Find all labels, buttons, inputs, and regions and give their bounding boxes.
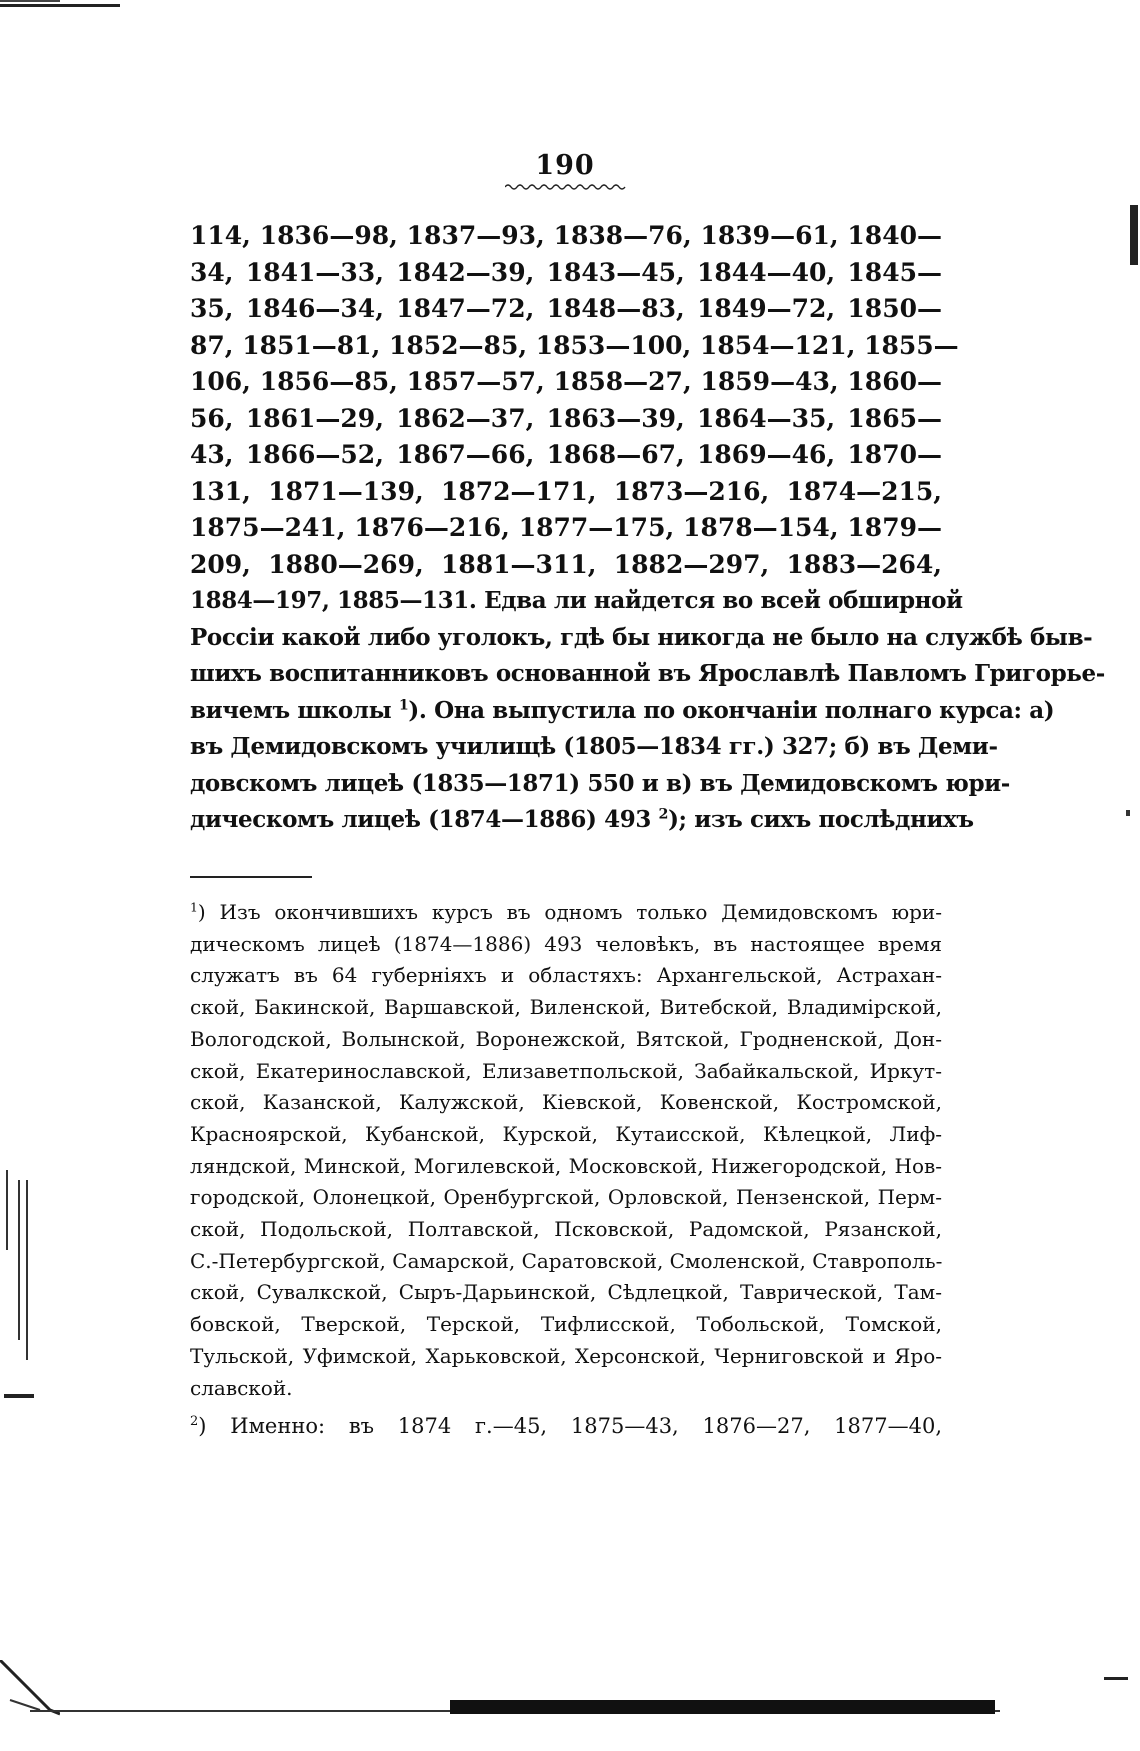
scan-artifact-bottom-bar <box>450 1700 995 1714</box>
footnote-line <box>190 897 942 929</box>
text-line: 43, 1866—52, 1867—66, 1868—67, 1869—46, 1870— <box>190 440 942 469</box>
text-fragment: вичемъ школы <box>190 696 392 724</box>
footnote-line: Вологодской, Волынской, Воронежской, Вятской, Гродненской, Дон- <box>190 1026 942 1051</box>
footnote-line: бовской, Тверской, Терской, Тифлисской, Тобольской, Томской, <box>190 1312 942 1337</box>
scan-artifact-right-tick <box>1126 810 1130 816</box>
text-line: 87, 1851—81, 1852—85, 1853—100, 1854—121, 1855— <box>190 330 959 360</box>
text-line <box>190 802 974 839</box>
main-text-block <box>190 218 1105 839</box>
footnote-marker-2: 2 <box>190 1414 199 1430</box>
footnote-line: С.-Петербургской, Самарской, Саратовской, Смоленской, Ставрополь- <box>190 1248 943 1273</box>
footnote-ref-2: 2 <box>658 806 669 823</box>
text-line: въ Демидовскомъ училищѣ (1805—1834 гг.) 327; б) въ Деми- <box>190 733 998 760</box>
footnote-separator <box>190 876 312 878</box>
footnote-line: Красноярской, Кубанской, Курской, Кутаисской, Кѣлецкой, Лиф- <box>190 1121 942 1146</box>
text-line: Россіи какой либо уголокъ, гдѣ бы никогда не было на службѣ быв- <box>190 623 1093 651</box>
scan-artifact-left-bar <box>18 1180 20 1340</box>
footnote-line: ской, Подольской, Полтавской, Псковской, Радомской, Рязанской, <box>190 1217 942 1242</box>
footnote-1 <box>190 897 942 1404</box>
text-fragment: ); изъ сихъ послѣднихъ <box>668 806 974 833</box>
text-fragment: ) Изъ окончившихъ курсъ въ одномъ только Демидовскомъ юри- <box>197 900 942 924</box>
scan-artifact-top-dash <box>0 0 60 2</box>
text-line: 1884—197, 1885—131. Едва ли найдется во всей обширной <box>190 587 963 614</box>
footnote-2 <box>190 1410 942 1442</box>
scan-artifact-top-line <box>0 4 120 7</box>
scan-artifact-left-bar <box>26 1180 28 1360</box>
text-fragment: ). Она выпустила по окончаніи полнаго курса: а) <box>408 696 1055 724</box>
text-line: довскомъ лицеѣ (1835—1871) 550 и в) въ Демидовскомъ юри- <box>190 769 1010 797</box>
text-line: 56, 1861—29, 1862—37, 1863—39, 1864—35, 1865— <box>190 403 942 433</box>
text-line: 34, 1841—33, 1842—39, 1843—45, 1844—40, 1845— <box>190 257 942 287</box>
footnote-line: служатъ въ 64 губерніяхъ и областяхъ: Архангельской, Астрахан- <box>190 963 942 988</box>
text-line: 1875—241, 1876—216, 1877—175, 1878—154, 1879— <box>190 513 942 542</box>
scan-artifact-bottom-corner <box>0 1660 60 1716</box>
footnote-line: дическомъ лицеѣ (1874—1886) 493 человѣкъ, въ настоящее время <box>190 931 942 956</box>
text-line <box>190 693 1055 730</box>
text-line: 209, 1880—269, 1881—311, 1882—297, 1883—264, <box>190 549 942 579</box>
footnote-line <box>190 1410 942 1442</box>
footnote-line: городской, Олонецкой, Оренбургской, Орловской, Пензенской, Перм- <box>190 1185 942 1210</box>
text-line: 106, 1856—85, 1857—57, 1858—27, 1859—43, 1860— <box>190 367 942 396</box>
footnote-line: Тульской, Уфимской, Харьковской, Херсонской, Черниговской и Яро- <box>190 1343 942 1368</box>
footnote-line: ской, Екатеринославской, Елизаветпольской, Забайкальской, Иркут- <box>190 1058 942 1083</box>
scan-artifact-right-tick <box>1104 1677 1128 1680</box>
text-fragment: ) Именно: въ 1874 г.—45, 1875—43, 1876—27, 1877—40, <box>198 1414 942 1438</box>
footnote-marker-1: 1 <box>190 899 198 915</box>
footnote-ref-1: 1 <box>398 696 409 713</box>
text-line: 35, 1846—34, 1847—72, 1848—83, 1849—72, 1850— <box>190 294 942 323</box>
footnote-line: ской, Бакинской, Варшавской, Виленской, Витебской, Владимірской, <box>190 995 942 1020</box>
scan-artifact-left-foot <box>4 1394 34 1398</box>
footnote-line: славской. <box>190 1375 293 1400</box>
text-line: 131, 1871—139, 1872—171, 1873—216, 1874—215, <box>190 476 942 506</box>
scan-artifact-left-bar <box>6 1170 8 1250</box>
footnote-line: ляндской, Минской, Могилевской, Московской, Нижегородской, Нов- <box>190 1153 942 1178</box>
scan-artifact-right-mark <box>1130 205 1138 265</box>
footnote-line: ской, Казанской, Калужской, Кіевской, Ковенской, Костромской, <box>190 1090 942 1115</box>
text-line: 114, 1836—98, 1837—93, 1838—76, 1839—61, 1840— <box>190 221 942 250</box>
footnote-line: ской, Сувалкской, Сыръ-Дарьинской, Сѣдлецкой, Таврической, Там- <box>190 1280 942 1305</box>
text-fragment: дическомъ лицеѣ (1874—1886) 493 <box>190 806 651 833</box>
page-number: 190 <box>535 150 595 181</box>
wavy-underline-ornament <box>505 183 627 191</box>
text-line: шихъ воспитанниковъ основанной въ Ярославлѣ Павломъ Григорье- <box>190 660 1105 687</box>
